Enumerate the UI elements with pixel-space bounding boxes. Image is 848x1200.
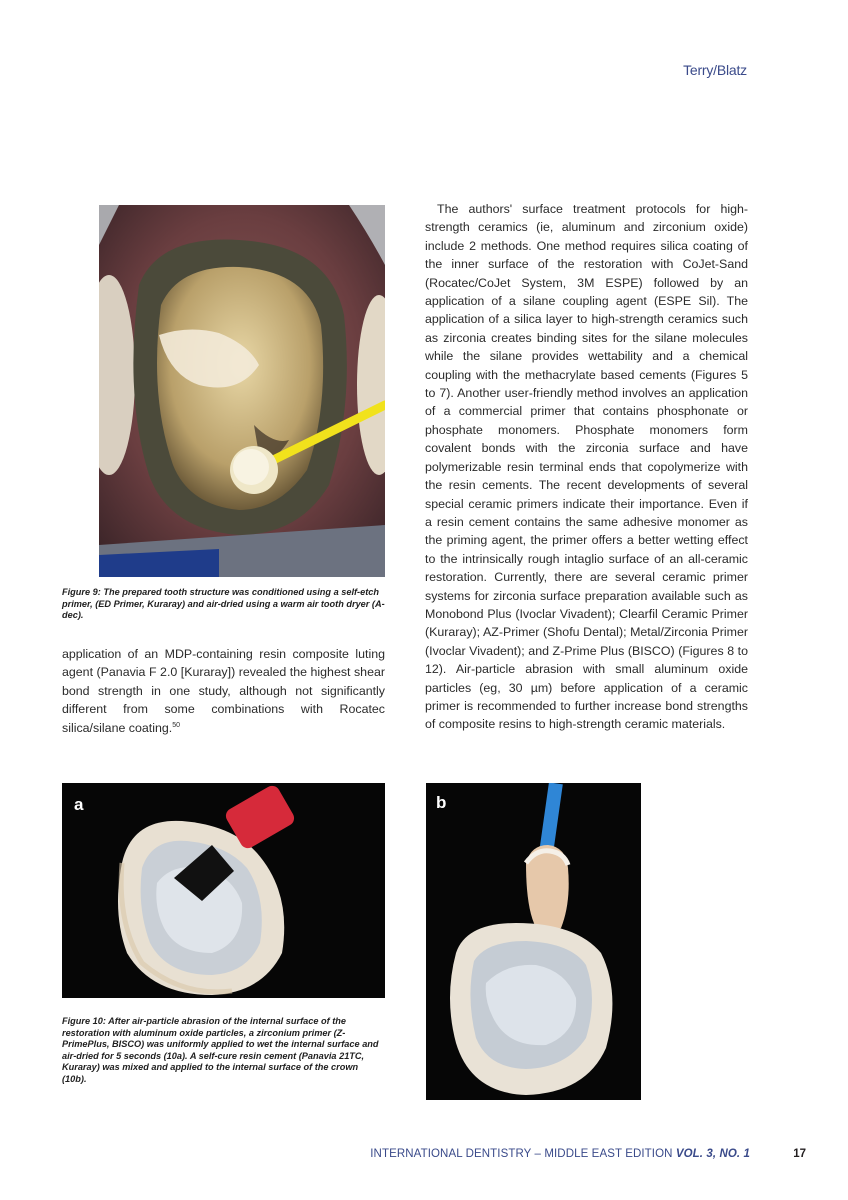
- page-number: 17: [793, 1148, 806, 1160]
- right-column: [425, 200, 748, 734]
- footer-volume: VOL. 3, NO. 1: [675, 1148, 750, 1160]
- left-column-text: application of an MDP-containing resin composite luting agent (Panavia F 2.0 [Kuraray]) revealed the highest shear bond strength in one study, although not significantly different from some combinations with Rocatec silica/silane coating.: [62, 647, 385, 735]
- figure-10-caption: Figure 10: After air-particle abrasion of the internal surface of the restoration with aluminum oxide particles, a zirconium primer (Z-PrimePlus, BISCO) was uniformly applied to wet the internal surface and air-dried for 5 seconds (10a). A self-cure resin cement (Panavia 21TC, Kuraray) was mixed and applied to the internal surface of the crown (10b).: [62, 1016, 379, 1084]
- right-column-paragraph: The authors' surface treatment protocols for high-strength ceramics (ie, aluminum and zirconium oxide) include 2 methods. One method requires silica coating of the inner surface of the restoration with CoJet-Sand (Rocatec/CoJet System, 3M ESPE) followed by an application of a silane coupling agent (ESPE Sil). The application of a silica layer to high-strength ceramics such as zirconia creates binding sites for the silane molecules while the silane provides wettability and a chemical coupling with the methacrylate based cements (Figures 5 to 7). Another user-friendly method involves an application of a commercial primer that contains phosphonate or phosphate monomers. Phosphate monomers form covalent bonds with the zirconia surface and have polymerizable resin terminal ends that copolymerize with the resin cements. The recent developments of several special ceramic primers indicate their importance. Even if a resin cement contains the same adhesive monomer as the priming agent, the primer offers a better wetting effect to the intrinsically rough intaglio surface of an all-ceramic restoration. Currently, there are several ceramic primer systems for zirconia surface preparation available such as Monobond Plus (Ivoclar Vivadent); Clearfil Ceramic Primer (Kuraray); AZ-Primer (Shofu Dental); Metal/Zirconia Primer (Ivoclar Vivadent); and Z-Prime Plus (BISCO) (Figures 8 to 12). Air-particle abrasion with small aluminum oxide particles (eg, 30 µm) before application of a ceramic primer is recommended to further increase bond strengths of composite resins to high-strength ceramic materials.: [425, 202, 748, 732]
- figure-10b-photo: [426, 783, 641, 1100]
- figure-9-photo: [99, 205, 385, 577]
- footer-journal-line: [300, 1148, 750, 1160]
- footer-journal: INTERNATIONAL DENTISTRY: [370, 1148, 532, 1160]
- running-header-authors: Terry/Blatz: [683, 62, 747, 78]
- figure-9-caption: Figure 9: The prepared tooth structure was conditioned using a self-etch primer, (ED Primer, Kuraray) and air-dried using a warm air tooth dryer (A-dec).: [62, 587, 385, 621]
- citation-superscript: 50: [172, 721, 180, 729]
- panel-label-a: a: [74, 795, 84, 814]
- panel-label-b: b: [436, 793, 447, 812]
- footer-edition: MIDDLE EAST EDITION: [544, 1148, 676, 1160]
- left-column-paragraph: [62, 645, 385, 737]
- footer-separator: –: [531, 1148, 545, 1160]
- figure-10a-photo: [62, 783, 385, 998]
